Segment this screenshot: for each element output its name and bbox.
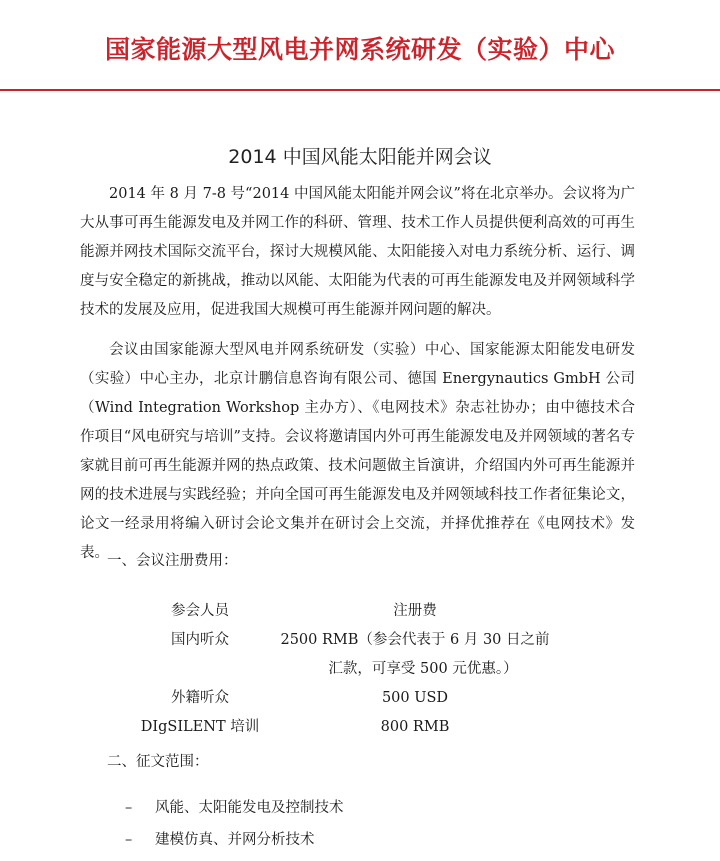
dash-bullet: – (125, 832, 133, 848)
fee-table-row (130, 626, 560, 684)
list-item (125, 797, 344, 829)
section-topics-heading: 二、征文范围： (107, 754, 209, 770)
paragraph-organizers: 会议由国家能源大型风电并网系统研发（实验）中心、国家能源太阳能发电研发（实验）中心主办，北京计鹏信息咨询有限公司、德国 Energynautics GmbH 公司（Wind Integration Workshop 主办方）、《电网技术》杂志社协办；由中德技术合作项目“风电研究与培训”支持。会议将邀请国内外可再生能源发电及并网领域的著名专家就目前可再生能源并网的热点政策、技术问题做主旨演讲，介绍国内外可再生能源并网的技术进展与实践经验；并向全国可再生能源发电及并网领域科技工作者征集论文，论文一经录用将编入研讨会论文集并在研讨会上交流，并择优推荐在《电网技术》发表。 (80, 342, 635, 561)
topic-text: 建模仿真、并网分析技术 (155, 832, 315, 848)
fee-row-value-line: 2500 RMB（参会代表于 6 月 30 日之前 (280, 632, 550, 648)
fee-table-row (130, 684, 560, 713)
fee-row-value (270, 626, 560, 684)
section-registration-heading: 一、会议注册费用： (107, 553, 238, 569)
topic-text: 风能、太阳能发电及控制技术 (155, 800, 344, 816)
fee-row-name: 国内听众 (171, 632, 229, 648)
dash-bullet: – (125, 800, 133, 816)
registration-fee-table (130, 597, 560, 742)
fee-row-name: 外籍听众 (171, 690, 229, 706)
list-item (125, 829, 344, 861)
fee-table-header-row (130, 597, 560, 626)
topic-list (125, 797, 344, 861)
fee-header-fee: 注册费 (393, 603, 437, 619)
document-title: 2014 中国风能太阳能并网会议 (228, 146, 492, 168)
fee-table-row (130, 713, 560, 742)
paragraph-intro: 2014 年 8 月 7-8 号“2014 中国风能太阳能并网会议”将在北京举办。会议将为广大从事可再生能源发电及并网工作的科研、管理、技术工作人员提供便利高效的可再生能源并网技术国际交流平台，探讨大规模风能、太阳能接入对电力系统分析、运行、调度与安全稳定的新挑战，推动以风能、太阳能为代表的可再生能源发电及并网领域科学技术的发展及应用，促进我国大规模可再生能源并网问题的解决。 (80, 186, 635, 318)
letterhead-title: 国家能源大型风电并网系统研发（实验）中心 (104, 35, 615, 64)
letterhead-rule (0, 89, 720, 91)
fee-row-value-line: 汇款，可享受 500 元优惠。） (328, 661, 518, 677)
fee-header-attendee: 参会人员 (171, 603, 229, 619)
fee-row-value: 800 RMB (380, 719, 450, 735)
fee-row-name: DIgSILENT 培训 (140, 719, 260, 735)
fee-row-value: 500 USD (381, 690, 449, 706)
